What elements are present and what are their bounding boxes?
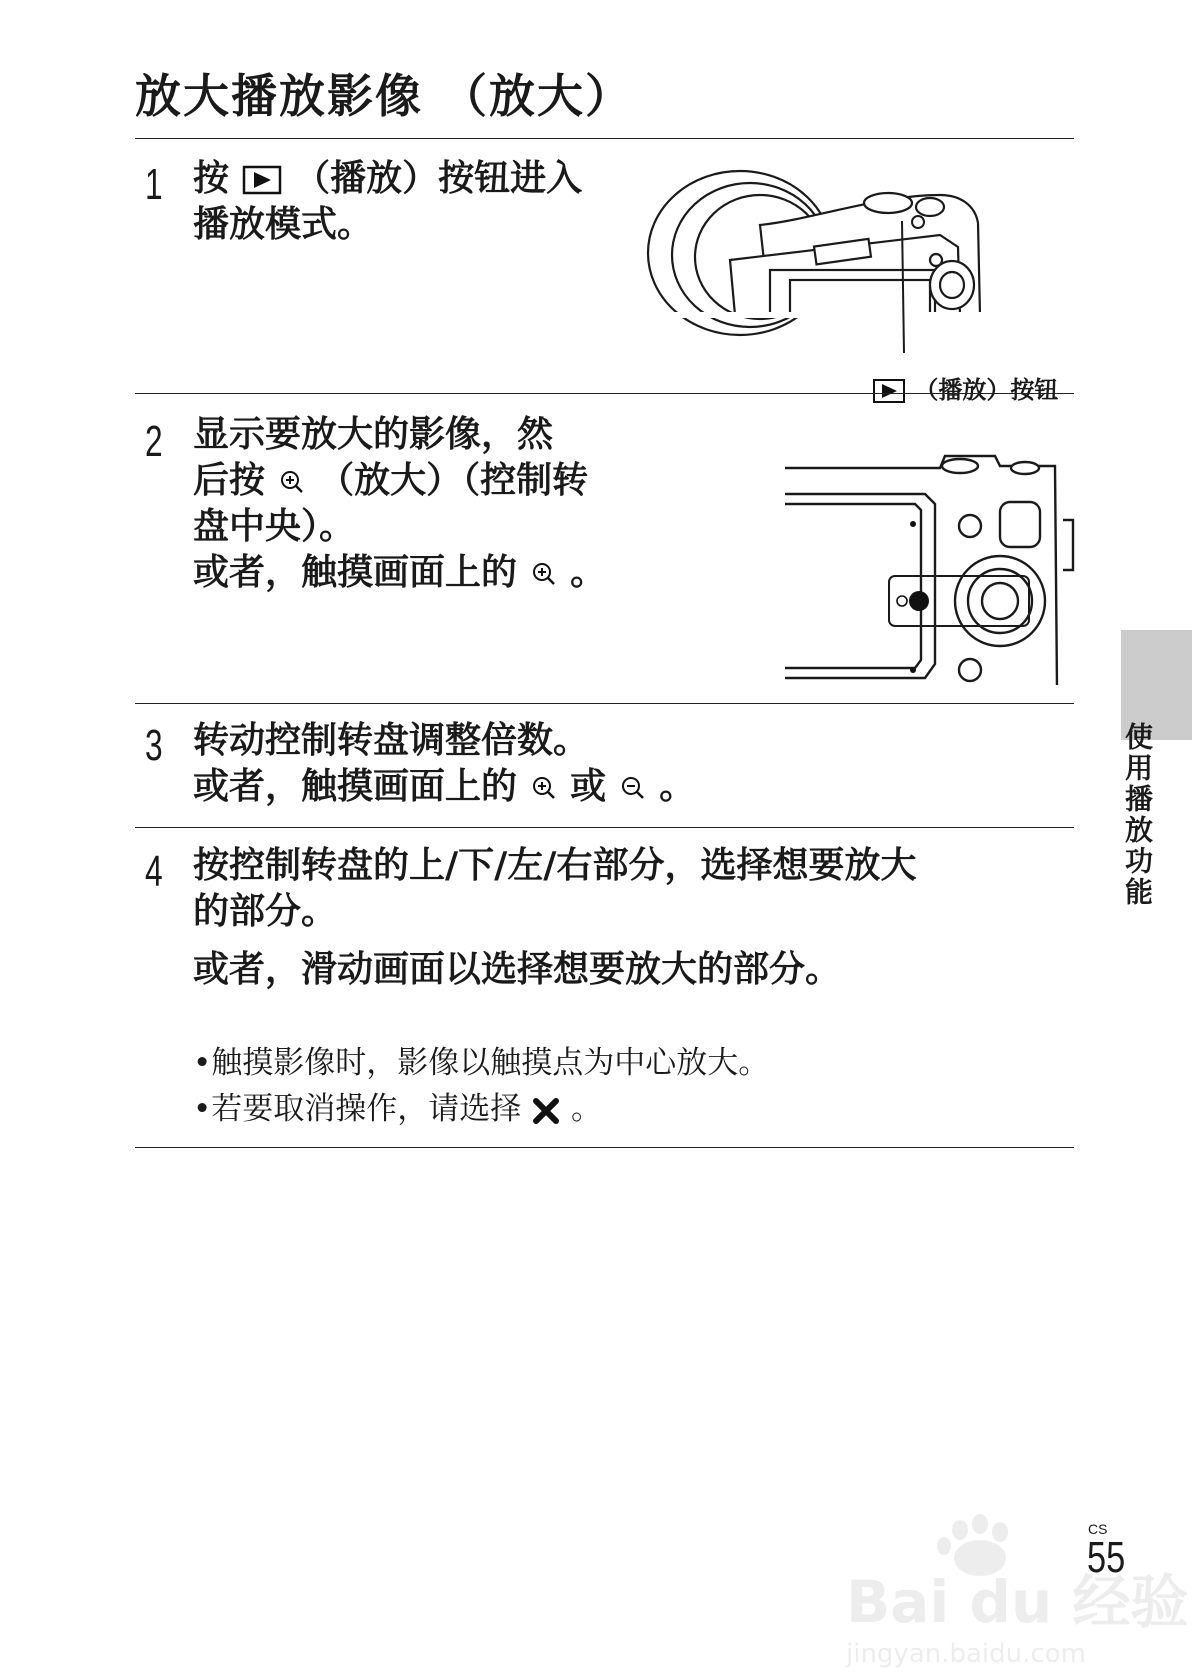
- step-number: 3: [145, 721, 163, 770]
- play-icon: [242, 165, 282, 195]
- step-1-text: 按 （播放）按钮进入 播放模式。: [193, 158, 583, 245]
- zoom-in-icon: [530, 560, 558, 588]
- bullet-item: •触摸影像时，影像以触摸点为中心放大。: [193, 1045, 770, 1081]
- svg-text:Bai du 经验: Bai du 经验: [846, 1568, 1189, 1636]
- cancel-x-icon: [531, 1096, 561, 1126]
- page-number: 55: [1087, 1533, 1126, 1582]
- section-label: 使用播放功能: [1121, 722, 1154, 908]
- step-2-text: 显示要放大的影像，然 后按 （放大）（控制转 盘中央）。 或者，触摸画面上的 。: [193, 414, 607, 593]
- zoom-out-icon: [619, 774, 647, 802]
- divider: [135, 827, 1074, 828]
- step-number: 2: [145, 417, 163, 466]
- divider: [135, 703, 1074, 704]
- page-title: 放大播放影像 （放大）: [135, 69, 634, 123]
- language-code: CS: [1088, 1521, 1108, 1537]
- camera-illustration-back: [785, 450, 1075, 720]
- step-number: 1: [145, 160, 163, 209]
- zoom-in-icon: [530, 774, 558, 802]
- bullet-item: •若要取消操作，请选择 。: [193, 1091, 603, 1127]
- divider: [135, 393, 1074, 394]
- figure-caption: （播放）按钮: [872, 370, 1058, 405]
- divider: [135, 1147, 1074, 1148]
- step-number: 4: [145, 847, 163, 896]
- camera-illustration-top: [640, 165, 1000, 360]
- zoom-in-icon: [278, 468, 306, 496]
- divider: [135, 138, 1074, 139]
- step-4-notes: [193, 1040, 769, 1132]
- svg-text:jingyan.baidu.com: jingyan.baidu.com: [846, 1639, 1086, 1669]
- step-3-text: 转动控制转盘调整倍数。 或者，触摸画面上的 或 。: [193, 720, 696, 807]
- step-4-text: 按控制转盘的上/下/左/右部分，选择想要放大 的部分。 或者，滑动画面以选择想要放大的部分。: [193, 845, 917, 990]
- play-icon: [872, 378, 906, 404]
- baidu-watermark-logo: [840, 1510, 1189, 1670]
